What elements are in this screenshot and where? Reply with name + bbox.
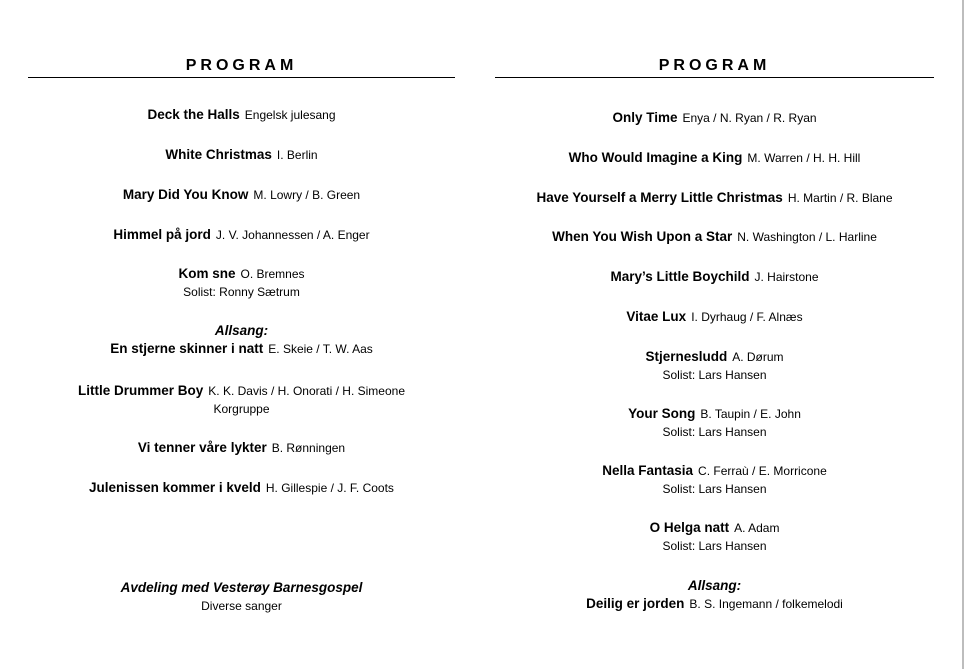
composer: K. K. Davis / H. Onorati / H. Simeone (208, 384, 405, 398)
song-title: Deilig er jorden (586, 596, 685, 611)
program-item (28, 146, 455, 164)
song-title: When You Wish Upon a Star (552, 229, 733, 244)
program-item (28, 226, 455, 244)
program-heading: PROGRAM (185, 57, 298, 74)
song-title: Himmel på jord (113, 227, 211, 242)
composer: A. Adam (734, 521, 780, 535)
program-item (495, 405, 934, 441)
song-title: Nella Fantasia (602, 463, 694, 478)
composer: Engelsk julesang (244, 108, 336, 122)
composer: O. Bremnes (240, 267, 305, 281)
section-note: Diverse sanger (201, 599, 282, 613)
program-item (495, 189, 934, 207)
song-title: Mary’s Little Boychild (610, 269, 750, 284)
composer: B. Rønningen (271, 441, 346, 455)
program-item (495, 519, 934, 555)
song-title: Only Time (612, 110, 678, 125)
program-item (28, 578, 455, 615)
section-label: Allsang: (687, 578, 742, 593)
program-item (28, 479, 455, 497)
song-title: White Christmas (165, 147, 272, 162)
heading-rule (495, 77, 934, 78)
composer: J. V. Johannessen / A. Enger (215, 228, 370, 242)
program-item (495, 462, 934, 498)
composer: M. Lowry / B. Green (253, 188, 361, 202)
composer: B. S. Ingemann / folkemelodi (689, 597, 843, 611)
song-title: Kom sne (178, 266, 236, 281)
song-title: O Helga natt (649, 520, 730, 535)
song-title: En stjerne skinner i natt (110, 341, 264, 356)
program-item (495, 308, 934, 326)
soloist-note: Solist: Lars Hansen (662, 368, 767, 382)
soloist-note: Solist: Ronny Sætrum (183, 285, 300, 299)
program-item (495, 348, 934, 384)
group-note: Korgruppe (213, 402, 270, 416)
program-item (28, 106, 455, 124)
song-title: Mary Did You Know (122, 187, 249, 202)
composer: H. Martin / R. Blane (787, 191, 893, 205)
program-item (495, 228, 934, 246)
song-title: Deck the Halls (147, 107, 240, 122)
composer: H. Gillespie / J. F. Coots (265, 481, 394, 495)
program-item (28, 439, 455, 457)
composer: C. Ferraù / E. Morricone (698, 464, 827, 478)
song-title: Stjernesludd (645, 349, 728, 364)
section-label: Allsang: (214, 323, 269, 338)
program-item (495, 268, 934, 286)
composer: M. Warren / H. H. Hill (747, 151, 861, 165)
song-title: Your Song (628, 406, 696, 421)
song-title: Little Drummer Boy (77, 383, 204, 398)
program-item (28, 265, 455, 301)
soloist-note: Solist: Lars Hansen (662, 425, 767, 439)
song-title: Who Would Imagine a King (568, 150, 743, 165)
program-item (495, 109, 934, 127)
song-title: Vi tenner våre lykter (137, 440, 267, 455)
program-item (495, 576, 934, 613)
program-item (28, 382, 455, 418)
composer: I. Dyrhaug / F. Alnæs (691, 310, 803, 324)
soloist-note: Solist: Lars Hansen (662, 539, 767, 553)
heading-rule (28, 77, 455, 78)
composer: B. Taupin / E. John (700, 407, 801, 421)
composer: E. Skeie / T. W. Aas (268, 342, 373, 356)
program-item (495, 149, 934, 167)
program-heading: PROGRAM (658, 57, 771, 74)
composer: J. Hairstone (754, 270, 819, 284)
composer: N. Washington / L. Harline (737, 230, 877, 244)
song-title: Vitae Lux (626, 309, 687, 324)
composer: I. Berlin (276, 148, 318, 162)
soloist-note: Solist: Lars Hansen (662, 482, 767, 496)
song-title: Have Yourself a Merry Little Christmas (536, 190, 783, 205)
song-title: Julenissen kommer i kveld (89, 480, 261, 495)
program-item (28, 186, 455, 204)
composer: Enya / N. Ryan / R. Ryan (682, 111, 817, 125)
page-edge (962, 0, 964, 669)
section-label: Avdeling med Vesterøy Barnesgospel (120, 580, 363, 595)
composer: A. Dørum (732, 350, 784, 364)
program-item (28, 321, 455, 358)
